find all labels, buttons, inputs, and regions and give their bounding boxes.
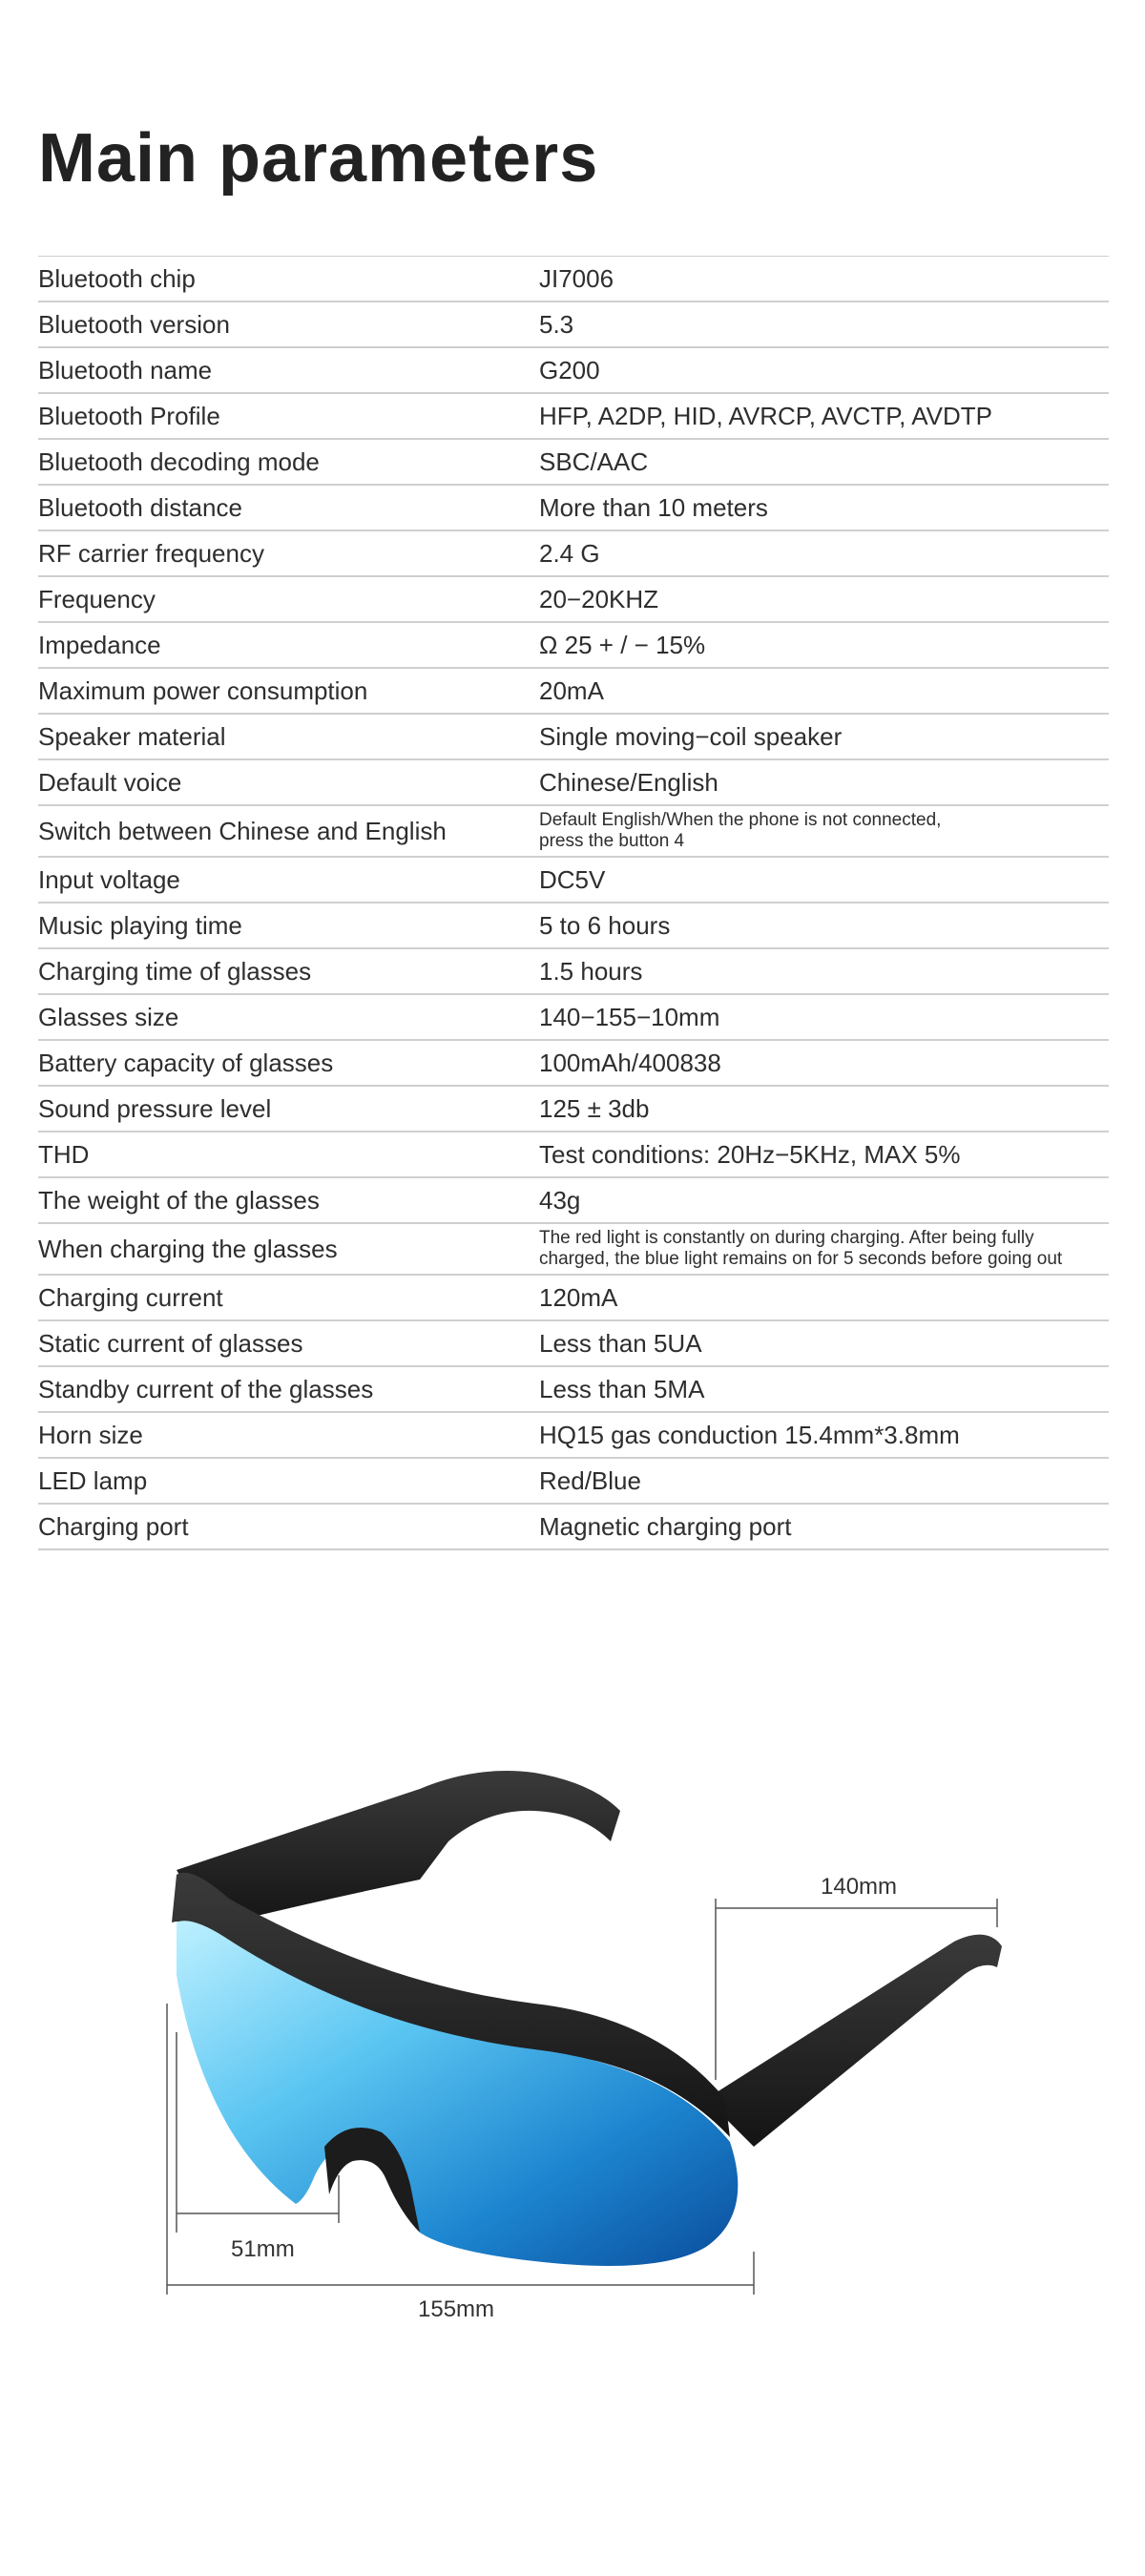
spec-row	[38, 949, 1109, 995]
spec-value: 2.4 G	[539, 538, 600, 568]
dimension-label-total-width: 155mm	[418, 2296, 495, 2322]
spec-row	[38, 1367, 1109, 1413]
spec-row	[38, 1321, 1109, 1367]
spec-row	[38, 302, 1109, 348]
dimension-label-temple: 140mm	[821, 1874, 898, 1900]
spec-row	[38, 577, 1109, 623]
spec-row	[38, 904, 1109, 949]
dimension-label-lens-height: 51mm	[231, 2236, 295, 2262]
spec-label: Bluetooth decoding mode	[38, 447, 320, 476]
spec-label: Maximum power consumption	[38, 675, 368, 705]
spec-row	[38, 715, 1109, 760]
spec-label: When charging the glasses	[38, 1234, 338, 1263]
spec-row	[38, 1041, 1109, 1087]
spec-value: 1.5 hours	[539, 956, 643, 986]
spec-label: Bluetooth Profile	[38, 401, 220, 430]
spec-value: 43g	[539, 1185, 581, 1215]
spec-row	[38, 623, 1109, 669]
near-temple	[706, 1935, 1002, 2147]
spec-label: Charging current	[38, 1282, 223, 1312]
spec-row	[38, 486, 1109, 531]
spec-label: Bluetooth version	[38, 309, 230, 339]
spec-row	[38, 531, 1109, 577]
spec-value: More than 10 meters	[539, 492, 768, 522]
spec-value-line: charged, the blue light remains on for 5 seconds before going out	[539, 1249, 1063, 1269]
spec-value: Less than 5MA	[539, 1374, 705, 1403]
spec-label: Music playing time	[38, 910, 242, 940]
spec-value: Red/Blue	[539, 1465, 641, 1495]
spec-row	[38, 760, 1109, 806]
spec-label: Sound pressure level	[38, 1093, 272, 1123]
spec-value: 5 to 6 hours	[539, 910, 671, 940]
spec-row	[38, 1459, 1109, 1505]
spec-label: Glasses size	[38, 1002, 179, 1031]
spec-value: HFP, A2DP, HID, AVRCP, AVCTP, AVDTP	[539, 401, 992, 430]
spec-value: Ω 25 + / − 15%	[539, 630, 706, 659]
spec-label: Bluetooth chip	[38, 263, 196, 293]
spec-row	[38, 1276, 1109, 1321]
spec-value: 120mA	[539, 1282, 618, 1312]
spec-row	[38, 995, 1109, 1041]
spec-label: Speaker material	[38, 721, 226, 751]
spec-label: Battery capacity of glasses	[38, 1048, 334, 1077]
spec-value: 20mA	[539, 675, 604, 705]
spec-row	[38, 1087, 1109, 1132]
spec-value: 20−20KHZ	[539, 584, 659, 613]
spec-value: 125 ± 3db	[539, 1093, 650, 1123]
spec-value: SBC/AAC	[539, 447, 649, 476]
page-title: Main parameters	[38, 120, 599, 197]
spec-value: Less than 5UA	[539, 1328, 702, 1358]
spec-label: Impedance	[38, 630, 161, 659]
spec-row	[38, 440, 1109, 486]
spec-value: 140−155−10mm	[539, 1002, 720, 1031]
spec-row	[38, 858, 1109, 904]
spec-label: Charging time of glasses	[38, 956, 312, 986]
spec-label: Default voice	[38, 767, 182, 797]
spec-value: Single moving−coil speaker	[539, 721, 843, 751]
spec-label: RF carrier frequency	[38, 538, 264, 568]
spec-value-line: The red light is constantly on during charging. After being fully	[539, 1228, 1034, 1248]
spec-label: The weight of the glasses	[38, 1185, 320, 1215]
spec-table	[38, 256, 1109, 1550]
spec-label: Standby current of the glasses	[38, 1374, 374, 1403]
spec-value: Magnetic charging port	[539, 1511, 792, 1541]
spec-row	[38, 1224, 1109, 1276]
spec-label: Charging port	[38, 1511, 189, 1541]
spec-row	[38, 394, 1109, 440]
spec-row	[38, 669, 1109, 715]
spec-value: DC5V	[539, 864, 606, 894]
spec-value-line: press the button 4	[539, 831, 685, 851]
spec-label: Bluetooth name	[38, 355, 213, 384]
spec-row	[38, 1413, 1109, 1459]
spec-value: 5.3	[539, 309, 574, 339]
spec-value: Chinese/English	[539, 767, 718, 797]
glasses-illustration	[0, 1698, 1145, 2423]
spec-value: HQ15 gas conduction 15.4mm*3.8mm	[539, 1420, 960, 1449]
glasses-figure	[0, 1698, 1145, 2423]
spec-label: Switch between Chinese and English	[38, 816, 447, 845]
spec-row	[38, 806, 1109, 858]
spec-label: Static current of glasses	[38, 1328, 303, 1358]
spec-label: LED lamp	[38, 1465, 148, 1495]
spec-row	[38, 1505, 1109, 1550]
spec-value: Test conditions: 20Hz−5KHz, MAX 5%	[539, 1139, 961, 1169]
spec-row	[38, 1178, 1109, 1224]
spec-label: Horn size	[38, 1420, 143, 1449]
spec-label: Bluetooth distance	[38, 492, 242, 522]
spec-label: Frequency	[38, 584, 156, 613]
spec-row	[38, 257, 1109, 302]
spec-value	[539, 1228, 1109, 1270]
spec-label: THD	[38, 1139, 90, 1169]
spec-row	[38, 1132, 1109, 1178]
spec-value: 100mAh/400838	[539, 1048, 721, 1077]
far-temple	[177, 1771, 620, 1927]
spec-value-line: Default English/When the phone is not connected,	[539, 810, 942, 830]
spec-value	[539, 810, 1109, 852]
spec-value: G200	[539, 355, 600, 384]
spec-value: JI7006	[539, 263, 614, 293]
spec-row	[38, 348, 1109, 394]
spec-label: Input voltage	[38, 864, 180, 894]
